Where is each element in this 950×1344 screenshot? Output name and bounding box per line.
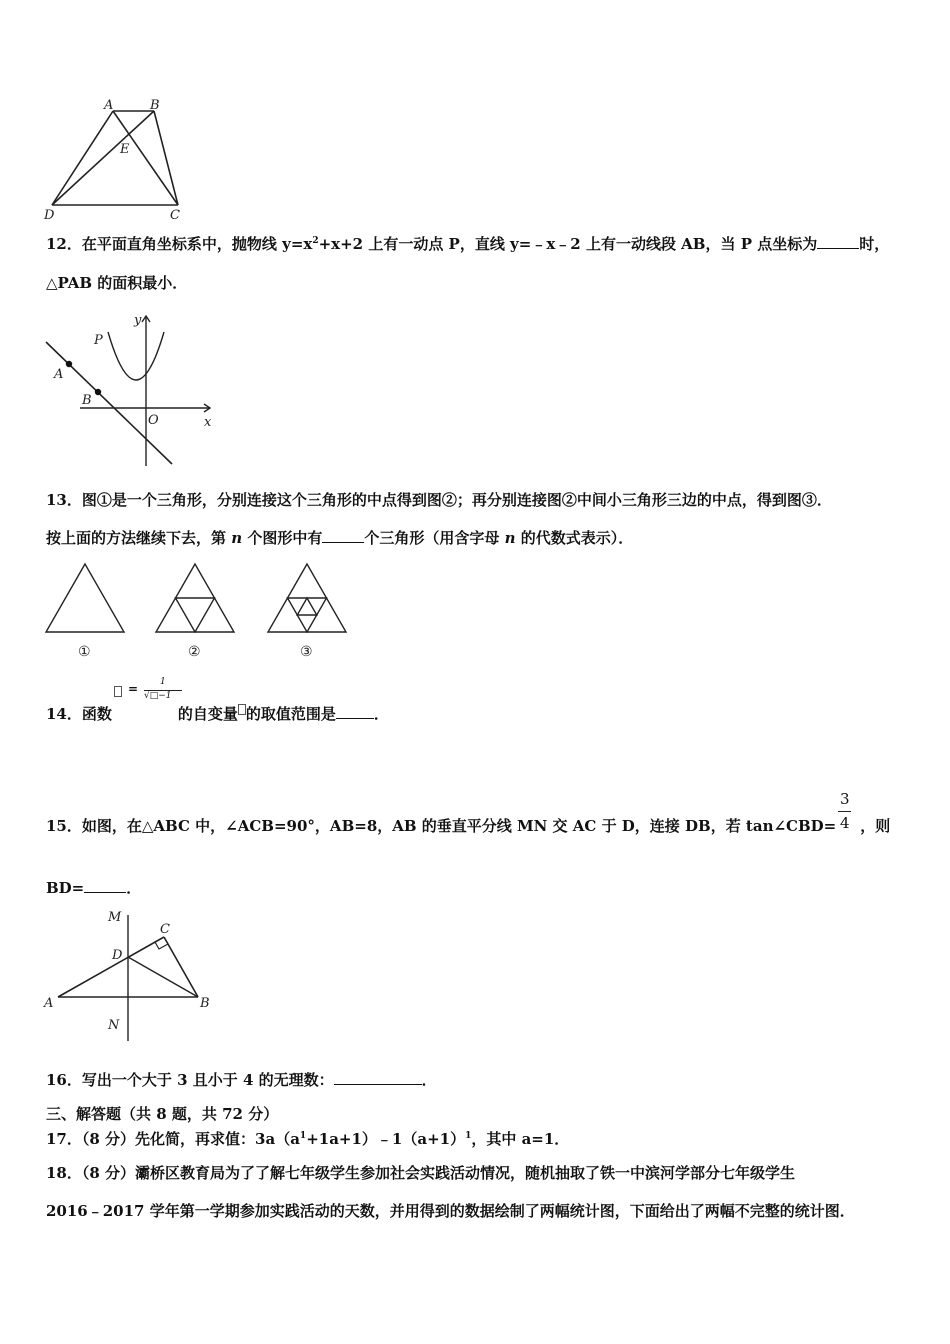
q15-frac-num: 3 bbox=[840, 790, 850, 808]
q14-function-formula bbox=[114, 677, 184, 710]
q12-answer-blank[interactable] bbox=[817, 234, 859, 249]
caption-1: ① bbox=[78, 644, 91, 660]
q16-text-a: 16．写出一个大于 3 且小于 4 的无理数： bbox=[46, 1071, 334, 1089]
q15-line2 bbox=[46, 878, 141, 898]
q13-text-a: 13．图①是一个三角形，分别连接这个三角形的中点得到图②；再分别连接图②中间小三角形三边的中点，得到图③． bbox=[46, 491, 832, 509]
q13-line2 bbox=[46, 528, 633, 548]
caption-3: ③ bbox=[300, 644, 313, 660]
parabola-figure bbox=[42, 310, 227, 470]
q18-text-b: 2016﹣2017 学年第一学期参加实践活动的天数，并用得到的数据绘制了两幅统计图，下面给出了两幅不完整的统计图． bbox=[46, 1202, 855, 1220]
section3-heading bbox=[46, 1104, 278, 1124]
right-triangle-figure bbox=[42, 905, 214, 1045]
label-N: N bbox=[108, 1018, 120, 1033]
q13-text-e: 的代数式表示）． bbox=[515, 529, 634, 547]
q14-frac-num: 1 bbox=[160, 677, 166, 687]
q18-text-a: 18．（8 分）灞桥区教育局为了了解七年级学生参加社会实践活动情况，随机抽取了铁一中滨河学部分七年级学生 bbox=[46, 1164, 796, 1182]
q12-text-b: +x+2 上有一动点 P，直线 y=﹣x﹣2 上有一动线段 AB，当 P 点坐标为 bbox=[318, 235, 818, 253]
q13-text-c: 个图形中有 bbox=[242, 529, 323, 547]
label-B: B bbox=[82, 393, 92, 408]
q15-text-c: BD= bbox=[46, 879, 85, 897]
q14-line bbox=[46, 704, 389, 724]
q15-tan-fraction bbox=[833, 790, 857, 836]
caption-2: ② bbox=[188, 644, 201, 660]
q12-line1 bbox=[46, 234, 889, 254]
label-M: M bbox=[108, 910, 122, 925]
q13-text-b: 按上面的方法继续下去，第 bbox=[46, 529, 232, 547]
q14-text-c: 的取值范围是 bbox=[245, 705, 336, 723]
q17-text-c: ，其中 a=1． bbox=[471, 1130, 570, 1148]
label-E: E bbox=[120, 142, 130, 157]
q18-line2 bbox=[46, 1201, 855, 1221]
q14-frac-den: √□−1 bbox=[144, 691, 172, 701]
q17-text-b: +1a+1）﹣1（a+1） bbox=[306, 1130, 466, 1148]
q17-text-a: 17．（8 分）先化简，再求值：3a（a bbox=[46, 1130, 300, 1148]
q13-var-n1: n bbox=[231, 529, 243, 547]
label-C: C bbox=[170, 208, 180, 223]
q15-answer-blank[interactable] bbox=[84, 878, 126, 893]
q14-text-b: 的自变量 bbox=[177, 705, 238, 723]
q18-line1 bbox=[46, 1163, 795, 1183]
q16-text-b: ． bbox=[421, 1071, 437, 1089]
label-O: O bbox=[148, 413, 159, 428]
q17-sup2: 1 bbox=[465, 1131, 472, 1141]
function-placeholder-icon bbox=[114, 686, 122, 697]
section3-title: 三、解答题（共 8 题，共 72 分） bbox=[46, 1105, 279, 1123]
q15-text-a: 15．如图，在△ABC 中，∠ACB=90°，AB=8，AB 的垂直平分线 MN 交 AC 于 D，连接 DB，若 tan∠CBD= bbox=[46, 817, 837, 835]
triangle-sequence-figure bbox=[42, 560, 362, 665]
q15-text-b: ，则 bbox=[860, 817, 891, 835]
label-y: y bbox=[134, 313, 142, 328]
q14-equals: = bbox=[128, 682, 139, 696]
label-A: A bbox=[104, 98, 114, 113]
q12-sup: 2 bbox=[312, 236, 319, 246]
q12-line2 bbox=[46, 273, 187, 293]
q15-line1 bbox=[46, 816, 890, 836]
label-A: A bbox=[44, 996, 54, 1011]
label-D: D bbox=[44, 208, 55, 223]
label-B: B bbox=[200, 996, 210, 1011]
q16-line bbox=[46, 1070, 437, 1090]
q15-text-d: ． bbox=[126, 879, 142, 897]
label-B: B bbox=[150, 98, 160, 113]
q13-text-d: 个三角形（用含字母 bbox=[364, 529, 505, 547]
q17-sup1: 1 bbox=[299, 1131, 307, 1141]
variable-placeholder-icon bbox=[238, 704, 246, 715]
q13-line1 bbox=[46, 490, 832, 510]
q12-text-c: 时， bbox=[859, 235, 890, 253]
q14-text-d: ． bbox=[373, 705, 389, 723]
q12-text-a: 12．在平面直角坐标系中，抛物线 y=x bbox=[46, 235, 313, 253]
label-A: A bbox=[54, 367, 64, 382]
label-P: P bbox=[94, 333, 103, 348]
label-D: D bbox=[112, 948, 123, 963]
q15-frac-den: 4 bbox=[840, 814, 850, 832]
q12-text-d: △PAB 的面积最小． bbox=[46, 274, 188, 292]
q13-answer-blank[interactable] bbox=[322, 528, 364, 543]
q17-line bbox=[46, 1129, 569, 1149]
q14-text-a: 14．函数 bbox=[46, 705, 112, 723]
label-C: C bbox=[160, 922, 170, 937]
label-x: x bbox=[204, 415, 212, 430]
q14-answer-blank[interactable] bbox=[336, 704, 374, 719]
trapezoid-figure bbox=[40, 95, 200, 225]
q16-answer-blank[interactable] bbox=[334, 1070, 422, 1085]
q13-var-n2: n bbox=[504, 529, 516, 547]
